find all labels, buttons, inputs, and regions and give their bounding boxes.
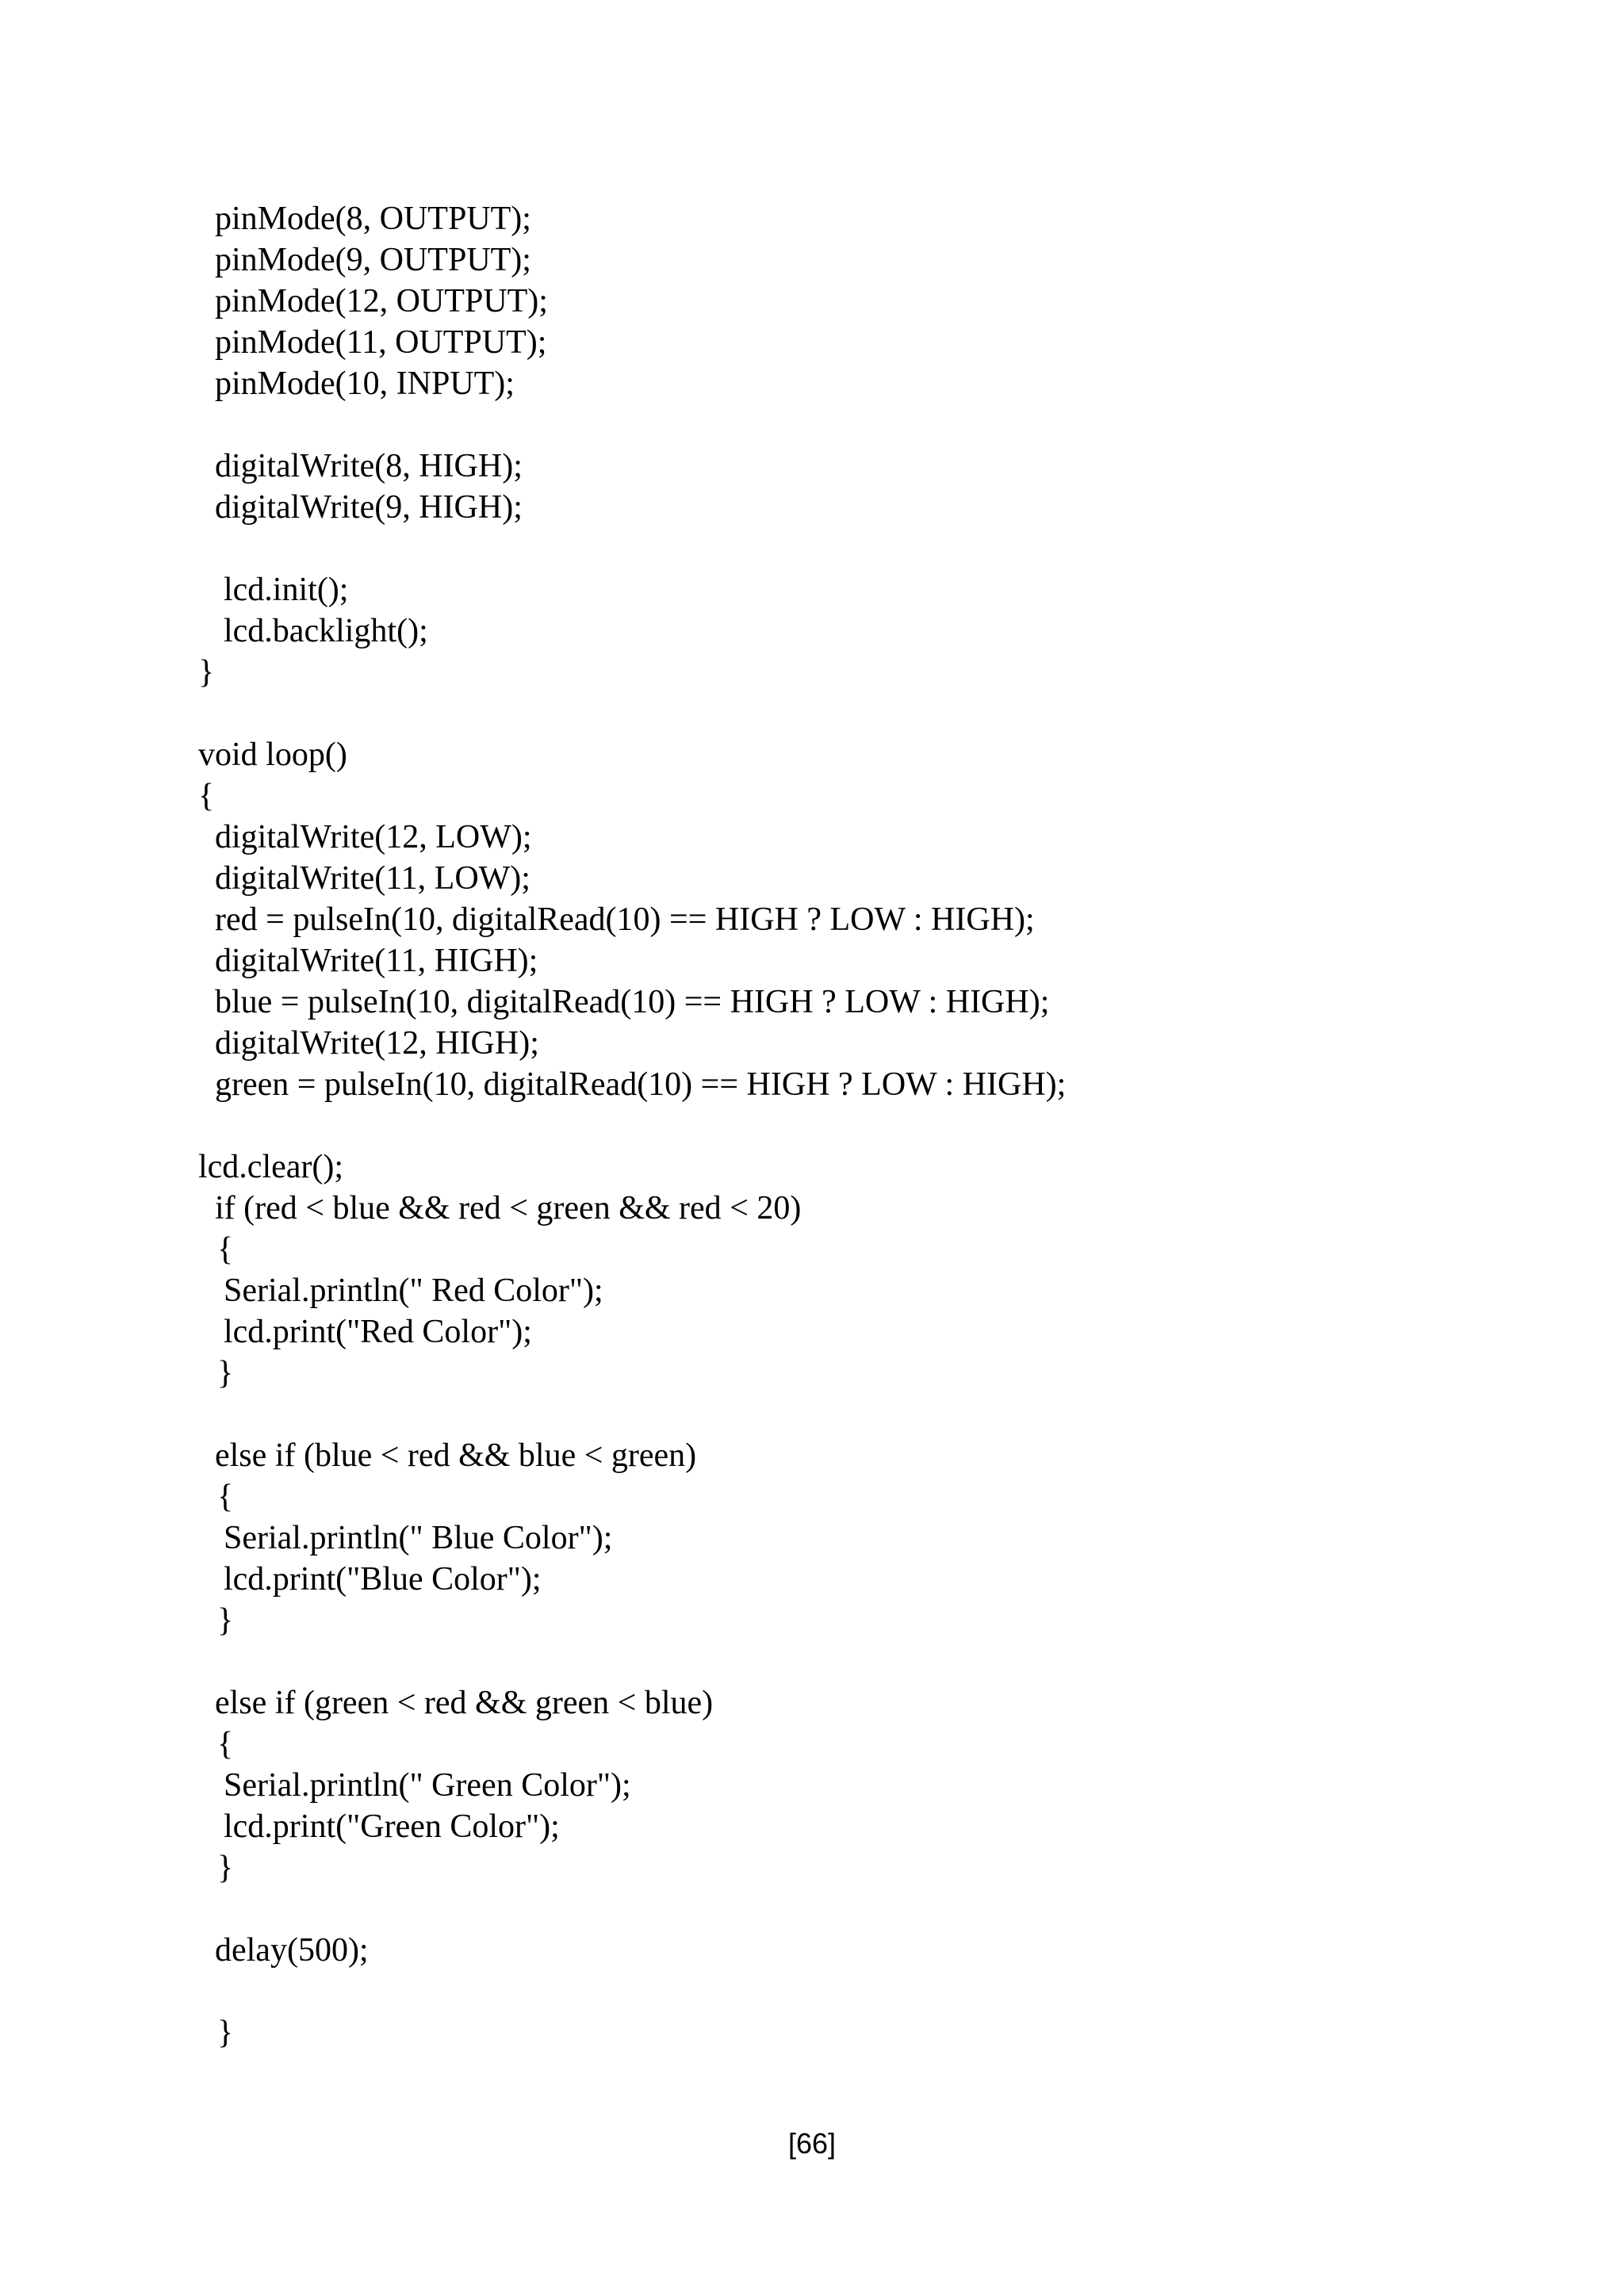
code-line: lcd.init(); bbox=[224, 572, 349, 608]
code-line: green = pulseIn(10, digitalRead(10) == HIGH ? LOW : HIGH); bbox=[215, 1066, 1067, 1103]
code-line: { bbox=[217, 1479, 234, 1515]
blank-line bbox=[0, 693, 1624, 734]
code-line: Serial.println(" Green Color"); bbox=[224, 1767, 631, 1804]
code-line: red = pulseIn(10, digitalRead(10) == HIGH ? LOW : HIGH); bbox=[215, 901, 1035, 938]
code-listing bbox=[0, 198, 1624, 2053]
code-line: digitalWrite(11, HIGH); bbox=[215, 943, 538, 979]
code-line: digitalWrite(8, HIGH); bbox=[215, 448, 523, 484]
code-line: void loop() bbox=[198, 737, 347, 773]
blank-line bbox=[0, 1641, 1624, 1682]
code-line: delay(500); bbox=[215, 1932, 369, 1969]
code-line: digitalWrite(12, HIGH); bbox=[215, 1025, 539, 1062]
blank-line bbox=[0, 1971, 1624, 2012]
code-line: pinMode(8, OUTPUT); bbox=[215, 201, 531, 237]
blank-line bbox=[0, 1394, 1624, 1435]
code-line: } bbox=[198, 654, 215, 691]
blank-line bbox=[0, 1888, 1624, 1930]
code-line: { bbox=[217, 1231, 234, 1268]
code-line: lcd.print("Blue Color"); bbox=[224, 1561, 542, 1598]
code-line: pinMode(9, OUTPUT); bbox=[215, 242, 531, 278]
blank-line bbox=[0, 1105, 1624, 1146]
page-number: [66] bbox=[787, 2127, 837, 2160]
code-line: } bbox=[217, 1355, 234, 1391]
code-line: pinMode(11, OUTPUT); bbox=[215, 324, 547, 361]
code-line: lcd.print("Red Color"); bbox=[224, 1314, 532, 1350]
code-line: } bbox=[217, 1602, 234, 1639]
code-line: Serial.println(" Blue Color"); bbox=[224, 1520, 613, 1556]
blank-line bbox=[0, 404, 1624, 446]
code-line: digitalWrite(11, LOW); bbox=[215, 860, 530, 897]
code-line: lcd.clear(); bbox=[198, 1149, 344, 1185]
blank-line bbox=[0, 528, 1624, 569]
code-line: pinMode(10, INPUT); bbox=[215, 365, 515, 402]
code-line: if (red < blue && red < green && red < 20) bbox=[215, 1190, 802, 1226]
code-line: lcd.print("Green Color"); bbox=[224, 1808, 560, 1845]
code-line: Serial.println(" Red Color"); bbox=[224, 1272, 603, 1309]
code-line: digitalWrite(9, HIGH); bbox=[215, 489, 523, 526]
code-line: else if (green < red && green < blue) bbox=[215, 1685, 714, 1721]
code-line: } bbox=[217, 1850, 234, 1886]
code-line: pinMode(12, OUTPUT); bbox=[215, 283, 548, 320]
code-line: digitalWrite(12, LOW); bbox=[215, 819, 532, 855]
code-line: { bbox=[198, 778, 215, 814]
code-line: lcd.backlight(); bbox=[224, 613, 428, 649]
code-line: { bbox=[217, 1726, 234, 1762]
code-line: else if (blue < red && blue < green) bbox=[215, 1437, 697, 1474]
code-line: } bbox=[217, 2015, 234, 2051]
code-line: blue = pulseIn(10, digitalRead(10) == HIGH ? LOW : HIGH); bbox=[215, 984, 1050, 1020]
